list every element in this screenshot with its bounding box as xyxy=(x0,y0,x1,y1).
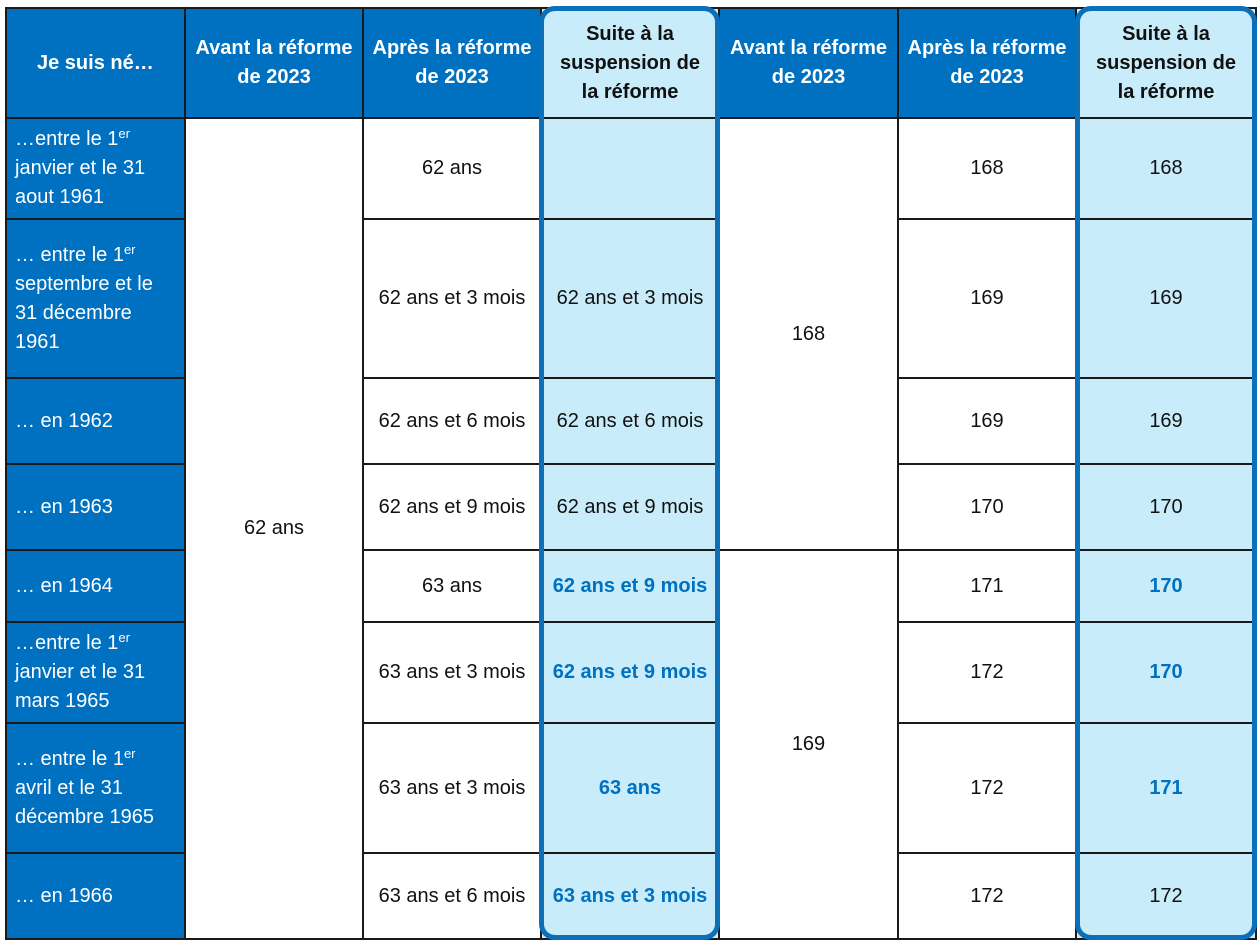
after-age-cell: 63 ans et 6 mois xyxy=(363,853,541,939)
row-label: … en 1962 xyxy=(6,378,185,464)
suspension-quarters-cell: 169 xyxy=(1076,378,1256,464)
after-age-cell: 62 ans et 3 mois xyxy=(363,219,541,378)
after-age-cell: 63 ans et 3 mois xyxy=(363,622,541,723)
row-label: … en 1963 xyxy=(6,464,185,550)
after-quarters-cell: 169 xyxy=(898,378,1076,464)
suspension-quarters-cell: 170 xyxy=(1076,550,1256,622)
suspension-quarters-cell: 172 xyxy=(1076,853,1256,939)
merged-before-age: 62 ans xyxy=(185,118,363,939)
suspension-age-cell: 62 ans et 3 mois xyxy=(541,219,719,378)
suspension-age-cell: 62 ans et 6 mois xyxy=(541,378,719,464)
suspension-age-cell: 62 ans et 9 mois xyxy=(541,464,719,550)
row-label: … en 1966 xyxy=(6,853,185,939)
after-age-cell: 62 ans et 9 mois xyxy=(363,464,541,550)
row-label: …entre le 1er janvier et le 31 aout 1961 xyxy=(6,118,185,219)
suspension-age-cell: 62 ans et 9 mois xyxy=(541,622,719,723)
row-label: … entre le 1er septembre et le 31 décembre 1961 xyxy=(6,219,185,378)
header-after-age: Après la réforme de 2023 xyxy=(363,8,541,118)
after-quarters-cell: 171 xyxy=(898,550,1076,622)
after-quarters-cell: 172 xyxy=(898,723,1076,853)
header-suspension-age: Suite à la suspension de la réforme xyxy=(541,8,719,118)
after-quarters-cell: 168 xyxy=(898,118,1076,219)
row-label: …entre le 1er janvier et le 31 mars 1965 xyxy=(6,622,185,723)
header-after-quarters: Après la réforme de 2023 xyxy=(898,8,1076,118)
merged-before-quarters-a: 168 xyxy=(719,118,898,550)
header-suspension-quarters: Suite à la suspension de la réforme xyxy=(1076,8,1256,118)
suspension-age-cell xyxy=(541,118,719,219)
after-quarters-cell: 170 xyxy=(898,464,1076,550)
header-before-quarters: Avant la réforme de 2023 xyxy=(719,8,898,118)
pension-reform-table xyxy=(5,7,1257,940)
header-before-age: Avant la réforme de 2023 xyxy=(185,8,363,118)
table-row xyxy=(6,118,1256,219)
suspension-quarters-cell: 170 xyxy=(1076,464,1256,550)
suspension-age-cell: 63 ans xyxy=(541,723,719,853)
suspension-quarters-cell: 169 xyxy=(1076,219,1256,378)
suspension-age-cell: 63 ans et 3 mois xyxy=(541,853,719,939)
row-label: … entre le 1er avril et le 31 décembre 1965 xyxy=(6,723,185,853)
suspension-quarters-cell: 170 xyxy=(1076,622,1256,723)
after-quarters-cell: 172 xyxy=(898,853,1076,939)
after-age-cell: 63 ans et 3 mois xyxy=(363,723,541,853)
suspension-age-cell: 62 ans et 9 mois xyxy=(541,550,719,622)
after-quarters-cell: 169 xyxy=(898,219,1076,378)
after-age-cell: 62 ans xyxy=(363,118,541,219)
merged-before-quarters-b: 169 xyxy=(719,550,898,939)
after-age-cell: 63 ans xyxy=(363,550,541,622)
after-age-cell: 62 ans et 6 mois xyxy=(363,378,541,464)
row-label: … en 1964 xyxy=(6,550,185,622)
after-quarters-cell: 172 xyxy=(898,622,1076,723)
header-born: Je suis né… xyxy=(6,8,185,118)
suspension-quarters-cell: 168 xyxy=(1076,118,1256,219)
suspension-quarters-cell: 171 xyxy=(1076,723,1256,853)
